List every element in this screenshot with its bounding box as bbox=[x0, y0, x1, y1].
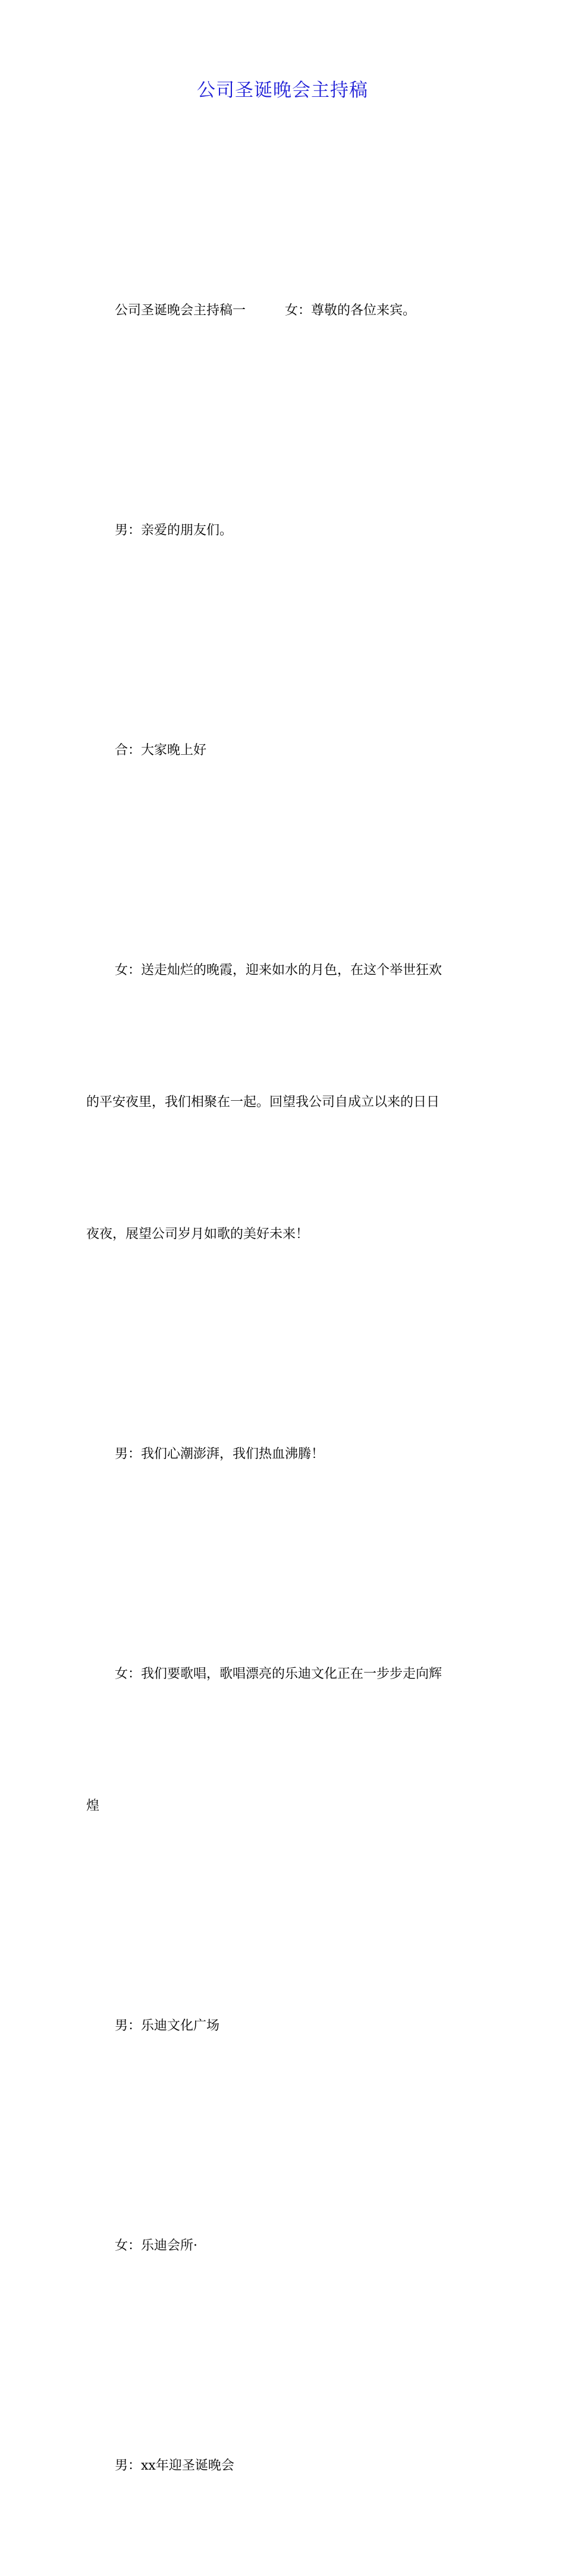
paragraph-line: 女：乐迪会所· bbox=[115, 2238, 197, 2253]
paragraph-6 bbox=[86, 1564, 480, 1916]
paragraph-line: 煌 bbox=[86, 1799, 100, 1813]
paragraph-5 bbox=[86, 1344, 480, 1564]
paragraph-line: 男：亲爱的朋友们。 bbox=[115, 523, 233, 538]
paragraph-line: 的平安夜里，我们相聚在一起。回望我公司自成立以来的日日 bbox=[86, 1095, 440, 1110]
paragraph-9 bbox=[86, 2356, 480, 2576]
document-body bbox=[86, 201, 480, 2576]
paragraph-7 bbox=[86, 1916, 480, 2136]
paragraph-3 bbox=[86, 641, 480, 861]
paragraph-line: 女：送走灿烂的晚霞，迎来如水的月色，在这个举世狂欢 bbox=[115, 963, 442, 978]
paragraph-line: 男：我们心潮澎湃，我们热血沸腾！ bbox=[115, 1447, 325, 1462]
paragraph-line: 男：乐迪文化广场 bbox=[115, 2018, 220, 2033]
paragraph-line: 合：大家晚上好 bbox=[115, 743, 207, 758]
paragraph-4 bbox=[86, 861, 480, 1344]
paragraph-line: 夜夜，展望公司岁月如歌的美好未来！ bbox=[86, 1227, 309, 1242]
paragraph-1 bbox=[86, 201, 480, 421]
document-title: 公司圣诞晚会主持稿 bbox=[197, 80, 368, 101]
paragraph-line: 男：xx年迎圣诞晚会 bbox=[115, 2458, 234, 2473]
paragraph-line: 公司圣诞晚会主持稿一 女：尊敬的各位来宾。 bbox=[115, 303, 416, 318]
paragraph-8 bbox=[86, 2136, 480, 2356]
paragraph-line: 女：我们要歌唱，歌唱漂亮的乐迪文化正在一步步走向辉 bbox=[115, 1667, 442, 1681]
paragraph-2 bbox=[86, 421, 480, 641]
